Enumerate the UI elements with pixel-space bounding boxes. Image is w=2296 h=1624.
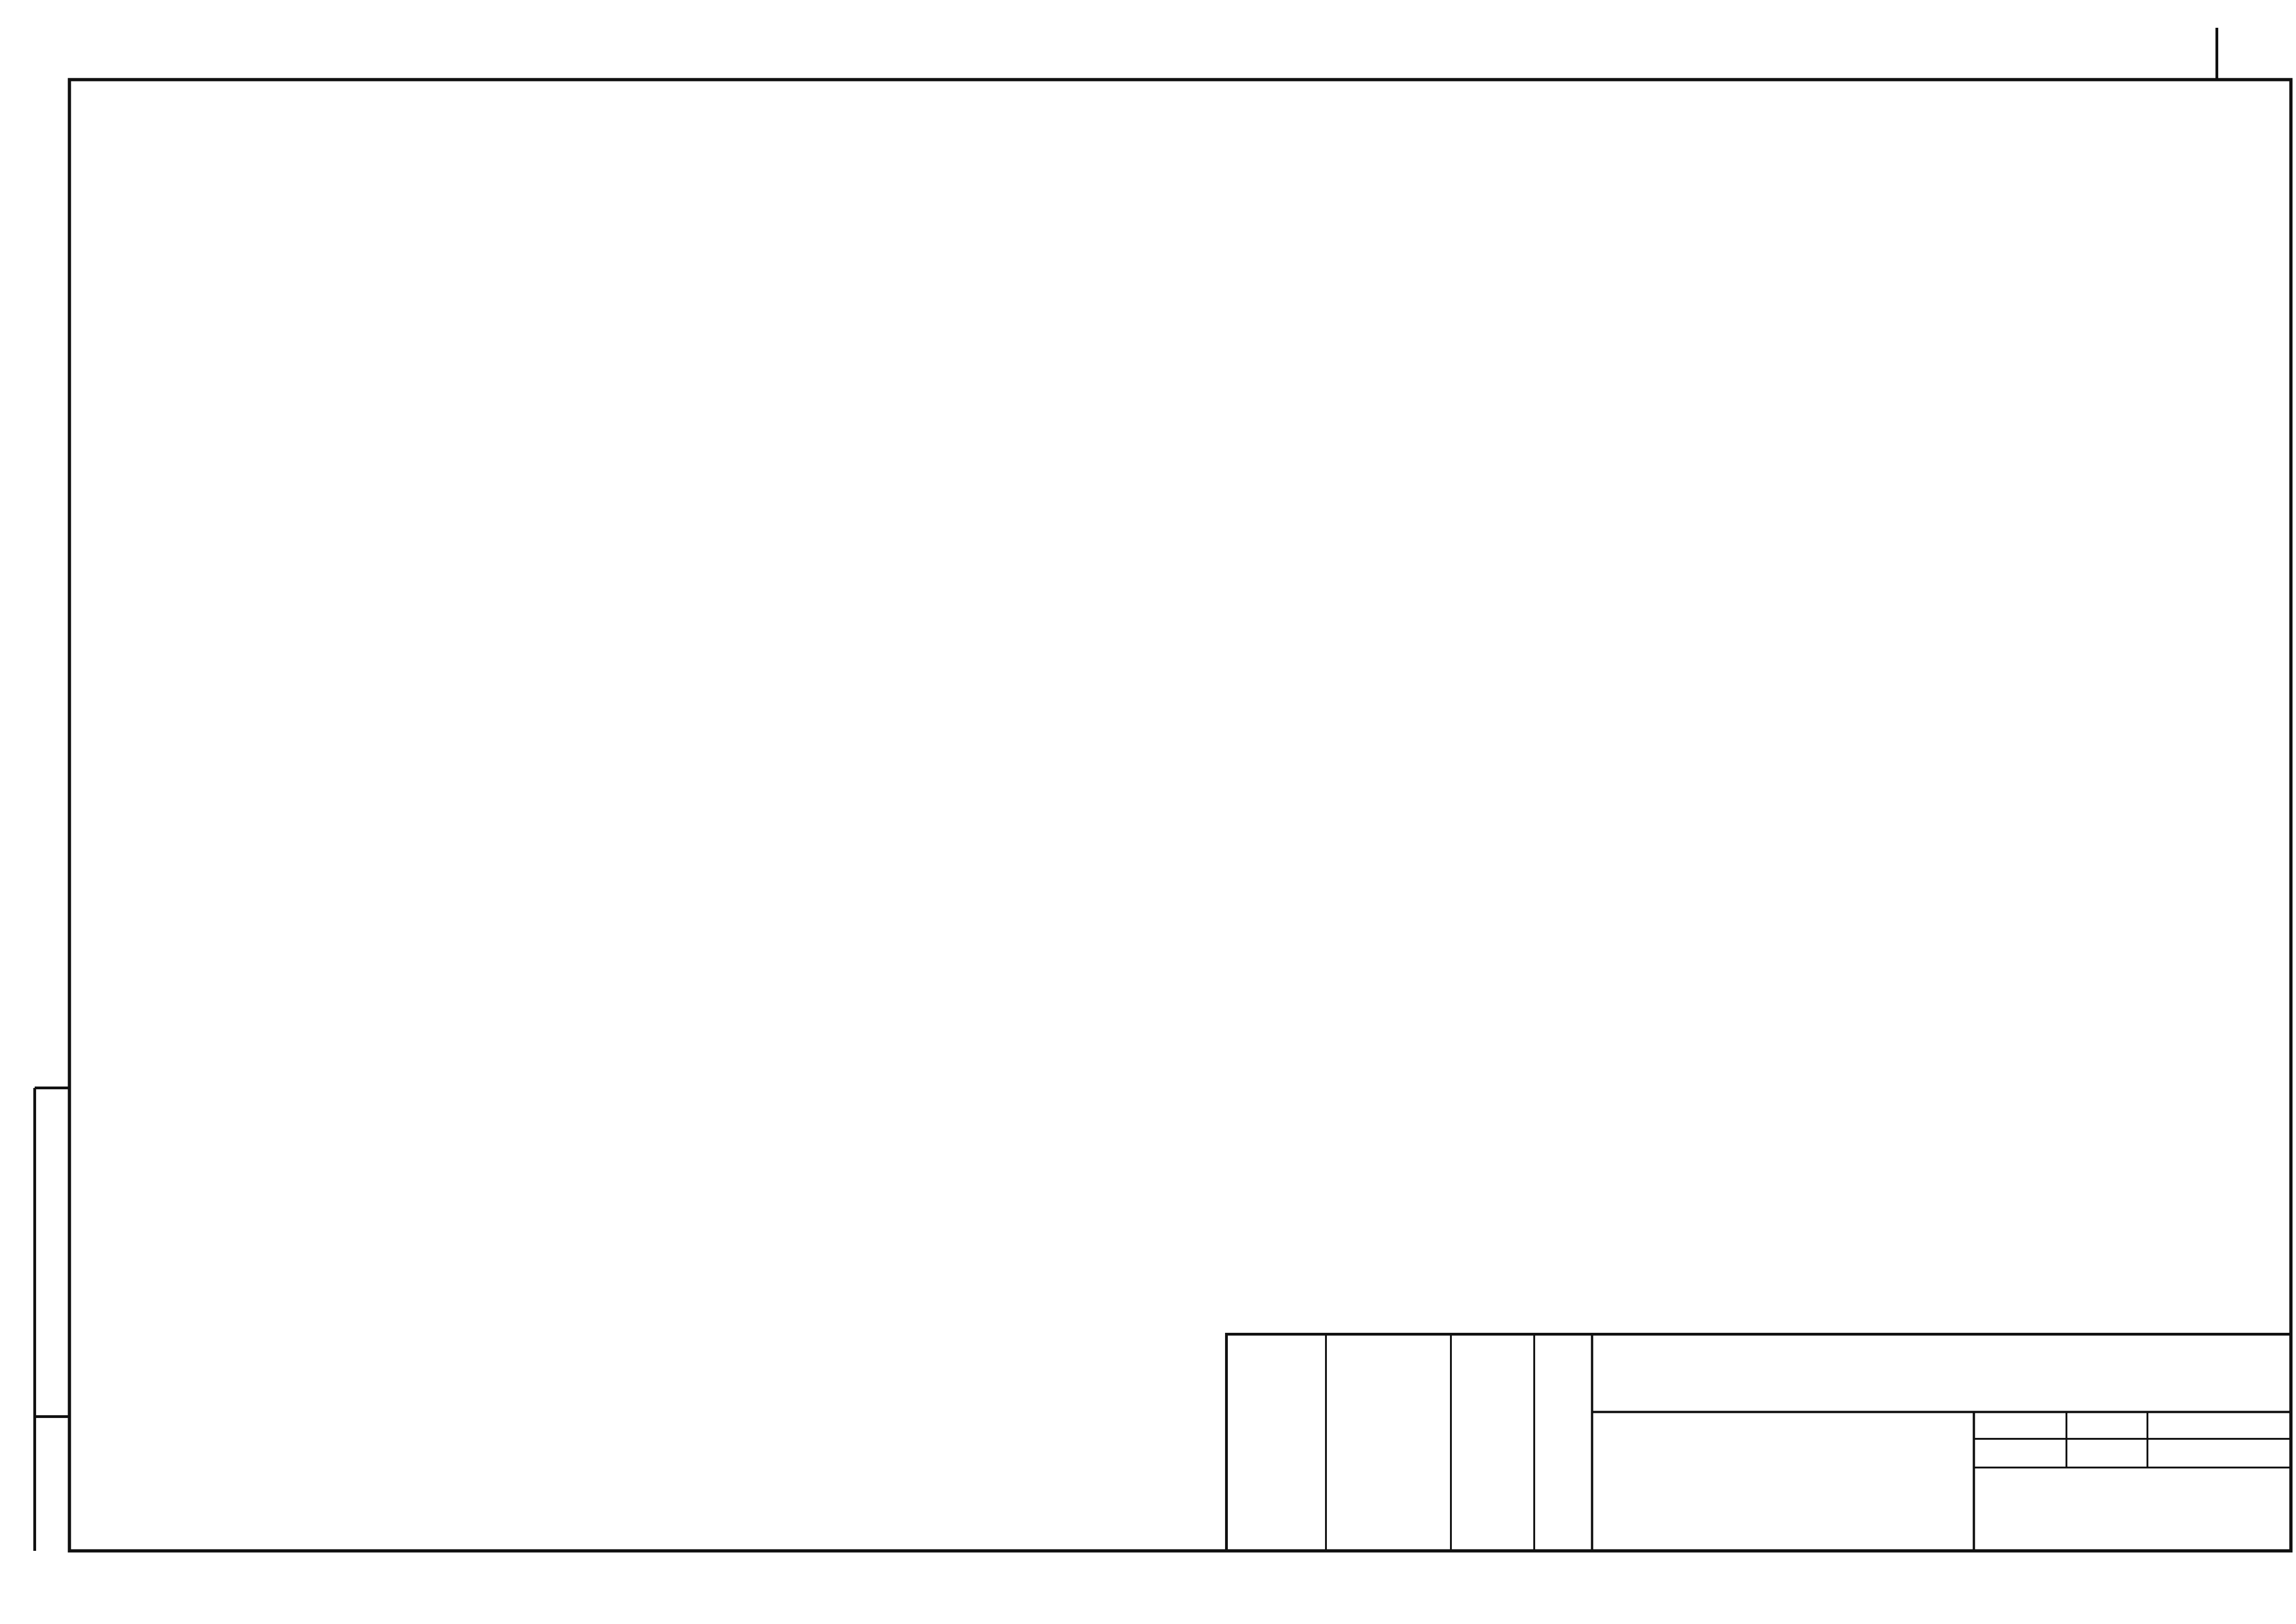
title-block-frame <box>1226 1334 2291 1551</box>
title-block <box>1226 1334 2291 1551</box>
sheet-frame <box>69 80 2291 1551</box>
